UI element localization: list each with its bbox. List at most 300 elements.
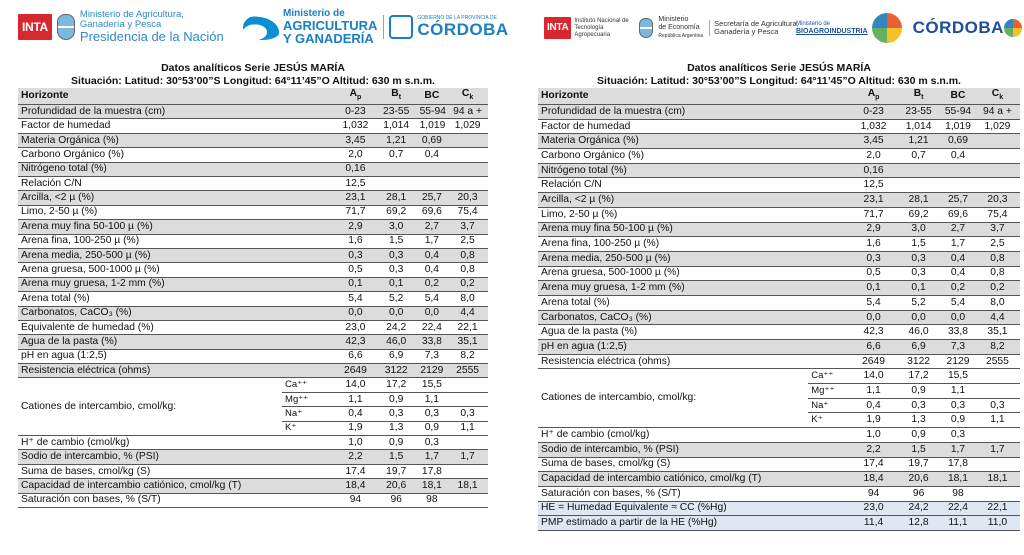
row-value: 2,5	[447, 234, 488, 248]
row-label: Limo, 2-50 µ (%)	[538, 207, 851, 222]
table-row	[18, 220, 488, 234]
table-row	[18, 306, 488, 320]
table-row	[18, 450, 488, 464]
row-label: Sodio de intercambio, % (PSI)	[538, 442, 851, 457]
row-value: 6,9	[376, 349, 417, 363]
table-row	[538, 472, 1020, 487]
row-value: 5,4	[335, 292, 376, 306]
row-value: 0,8	[447, 263, 488, 277]
table-row	[538, 428, 1020, 443]
row-label: Carbonatos, CaCO₃ (%)	[18, 306, 335, 320]
table-row	[18, 234, 488, 248]
cordoba-logo: GOBIERNO DE LA PROVINCIA DE CÓRDOBA	[383, 15, 508, 39]
row-value: 3,0	[896, 222, 941, 237]
row-label: Profundidad de la muestra (cm)	[538, 105, 851, 120]
row-value: 22,1	[447, 320, 488, 334]
row-value: 5,4	[417, 292, 448, 306]
row-value	[447, 464, 488, 478]
column-header: $A_p$	[335, 88, 376, 105]
table-row	[538, 163, 1020, 178]
row-value	[896, 163, 941, 178]
row-value: 0,4	[941, 266, 975, 281]
row-value: 0,8	[975, 251, 1020, 266]
row-value	[975, 369, 1020, 384]
row-value: 0,3	[896, 266, 941, 281]
row-value: 0,3	[447, 407, 488, 421]
row-label: H⁺ de cambio (cmol/kg)	[538, 428, 851, 443]
row-label: Limo, 2-50 µ (%)	[18, 205, 335, 219]
table-row	[538, 266, 1020, 281]
row-value	[941, 163, 975, 178]
row-label: Saturación con bases, % (S/T)	[538, 486, 851, 501]
row-value: 0,1	[335, 277, 376, 291]
table-row	[18, 248, 488, 262]
table-row	[18, 119, 488, 133]
row-value	[447, 177, 488, 191]
row-value: 2555	[447, 364, 488, 378]
cation-row	[538, 369, 1020, 384]
row-value: 0,5	[851, 266, 896, 281]
row-value	[941, 178, 975, 193]
row-value: 75,4	[447, 205, 488, 219]
row-value: 0,9	[417, 421, 448, 435]
row-label: Factor de humedad	[538, 119, 851, 134]
column-header: $A_p$	[851, 88, 896, 105]
row-value: 1,7	[417, 234, 448, 248]
row-value: 0,4	[851, 398, 896, 413]
row-value: 0,2	[447, 277, 488, 291]
row-value: 28,1	[896, 193, 941, 208]
row-value: 3,7	[975, 222, 1020, 237]
table-row	[538, 325, 1020, 340]
row-value: 1,6	[335, 234, 376, 248]
row-label: Resistencia eléctrica (ohms)	[18, 364, 335, 378]
cordoba-logo: CÓRDOBA	[912, 18, 1004, 37]
row-value: 2,9	[851, 222, 896, 237]
economy-ministry-logo: Ministerio de Economía República Argentina	[658, 16, 704, 39]
row-value: 1,9	[851, 413, 896, 428]
row-label: Capacidad de intercambio catiónico, cmol/kg (T)	[18, 479, 335, 493]
table-row	[538, 251, 1020, 266]
inta-logo: INTA	[544, 17, 571, 39]
table-row	[538, 105, 1020, 120]
table-row	[18, 320, 488, 334]
row-value: 1,7	[975, 442, 1020, 457]
row-value: 18,1	[447, 479, 488, 493]
row-value: 1,3	[376, 421, 417, 435]
row-value	[975, 149, 1020, 164]
column-header: BC	[417, 88, 448, 105]
row-value: 0,0	[941, 310, 975, 325]
row-value: 19,7	[376, 464, 417, 478]
argentina-shield-icon	[57, 14, 75, 40]
row-value	[975, 134, 1020, 149]
row-label: Profundidad de la muestra (cm)	[18, 105, 335, 119]
row-value: 7,3	[941, 340, 975, 355]
row-value: 8,0	[447, 292, 488, 306]
row-value: 1,5	[896, 442, 941, 457]
row-label: Arena gruesa, 500-1000 µ (%)	[18, 263, 335, 277]
row-value: 35,1	[975, 325, 1020, 340]
row-value: 0,0	[376, 306, 417, 320]
row-label: Nitrógeno total (%)	[538, 163, 851, 178]
row-value: 0,1	[376, 277, 417, 291]
table-row	[18, 464, 488, 478]
row-value: 25,7	[941, 193, 975, 208]
row-label: Materia Orgánica (%)	[18, 133, 335, 147]
row-value: 0,7	[376, 148, 417, 162]
row-label: Arena total (%)	[538, 295, 851, 310]
row-value: 1,7	[417, 450, 448, 464]
row-label: Arena fina, 100-250 µ (%)	[18, 234, 335, 248]
row-value: 0,4	[417, 263, 448, 277]
row-value: 1,7	[941, 442, 975, 457]
row-label: Carbono Orgánico (%)	[538, 149, 851, 164]
row-value: 55-94	[417, 105, 448, 119]
row-label: Arcilla, <2 µ (%)	[538, 193, 851, 208]
row-value: 1,1	[417, 392, 448, 406]
row-label: Arena gruesa, 500-1000 µ (%)	[538, 266, 851, 281]
row-value: 25,7	[417, 191, 448, 205]
cordoba-color-icon	[1004, 19, 1022, 37]
table-row	[538, 310, 1020, 325]
row-value: 0,4	[335, 407, 376, 421]
row-label: Arena media, 250-500 µ (%)	[538, 251, 851, 266]
row-value: 1,6	[851, 237, 896, 252]
row-value: 8,2	[975, 340, 1020, 355]
row-value: 11,1	[941, 516, 975, 531]
row-value	[447, 436, 488, 450]
row-value: 17,2	[376, 378, 417, 392]
row-value: 96	[376, 493, 417, 507]
row-value: 12,5	[335, 177, 376, 191]
row-value	[896, 178, 941, 193]
doc-subtitle: Situación: Latitud: 30°53’00”S Longitud: 64°11’45”O Altitud: 630 m s.n.m.	[597, 75, 961, 87]
row-value: 1,9	[335, 421, 376, 435]
row-value: 2,2	[335, 450, 376, 464]
row-value: 0,3	[376, 248, 417, 262]
ion-label: Na⁺	[808, 398, 851, 413]
table-row	[18, 162, 488, 176]
row-value: 7,3	[417, 349, 448, 363]
row-value: 0,3	[851, 251, 896, 266]
row-value: 6,6	[335, 349, 376, 363]
row-value: 1,019	[941, 119, 975, 134]
row-value: 0,7	[896, 149, 941, 164]
argentina-shield-icon	[639, 18, 653, 38]
row-value: 0,2	[417, 277, 448, 291]
doc-subtitle: Situación: Latitud: 30°53’00”S Longitud: 64°11’45”O Altitud: 630 m s.n.m.	[71, 75, 435, 87]
row-value: 94 a +	[447, 105, 488, 119]
row-value: 0,8	[975, 266, 1020, 281]
row-value: 24,2	[896, 501, 941, 516]
row-value: 0,16	[851, 163, 896, 178]
row-value	[447, 148, 488, 162]
row-value: 5,2	[376, 292, 417, 306]
row-value: 1,029	[447, 119, 488, 133]
row-value: 0,1	[851, 281, 896, 296]
row-value: 15,5	[941, 369, 975, 384]
table-row	[18, 335, 488, 349]
row-label: Arena muy gruesa, 1-2 mm (%)	[18, 277, 335, 291]
row-label: Arena muy fina 50-100 µ (%)	[538, 222, 851, 237]
row-value: 98	[417, 493, 448, 507]
row-value: 2649	[851, 354, 896, 369]
row-value: 2,5	[975, 237, 1020, 252]
row-value: 0-23	[335, 105, 376, 119]
row-value: 17,4	[851, 457, 896, 472]
row-value	[975, 457, 1020, 472]
row-value: 4,4	[975, 310, 1020, 325]
row-value: 2129	[417, 364, 448, 378]
doc-title: Datos analíticos Serie JESÚS MARÍA	[161, 62, 345, 74]
row-value: 1,1	[941, 384, 975, 399]
row-value: 0,3	[941, 398, 975, 413]
column-header: Horizonte	[538, 88, 851, 105]
column-header: $B_t$	[376, 88, 417, 105]
row-value: 18,1	[941, 472, 975, 487]
soil-analysis-table	[538, 88, 1020, 531]
row-label: Capacidad de intercambio catiónico, cmol/kg (T)	[538, 472, 851, 487]
table-row	[538, 457, 1020, 472]
row-value: 0,4	[941, 149, 975, 164]
row-label: Suma de bases, cmol/kg (S)	[18, 464, 335, 478]
row-value: 17,2	[896, 369, 941, 384]
row-value: 0,3	[376, 407, 417, 421]
row-value: 2,0	[335, 148, 376, 162]
row-value: 0,0	[335, 306, 376, 320]
ministry-logo: Ministerio de Agricultura, Ganadería y Pesca Presidencia de la Nación	[79, 9, 224, 44]
row-value: 0,3	[417, 407, 448, 421]
row-label: Carbono Orgánico (%)	[18, 148, 335, 162]
cation-row	[18, 378, 488, 392]
row-value: 23,1	[335, 191, 376, 205]
table-row	[538, 193, 1020, 208]
ion-label: Mg⁺⁺	[282, 392, 335, 406]
row-value: 3122	[376, 364, 417, 378]
row-value: 2555	[975, 354, 1020, 369]
row-value: 0,69	[417, 133, 448, 147]
row-value: 0,0	[417, 306, 448, 320]
table-row	[18, 263, 488, 277]
row-value: 6,6	[851, 340, 896, 355]
table-row	[538, 134, 1020, 149]
table-header-row	[538, 88, 1020, 105]
row-value: 3,45	[335, 133, 376, 147]
wave-icon	[243, 14, 283, 40]
table-row	[538, 501, 1020, 516]
table-row	[538, 295, 1020, 310]
row-value: 0,2	[975, 281, 1020, 296]
row-value: 5,4	[851, 295, 896, 310]
row-value	[447, 162, 488, 176]
row-value: 3,0	[376, 220, 417, 234]
row-value: 1,0	[851, 428, 896, 443]
row-value: 46,0	[376, 335, 417, 349]
row-value	[975, 178, 1020, 193]
row-label: Carbonatos, CaCO₃ (%)	[538, 310, 851, 325]
row-value: 20,6	[896, 472, 941, 487]
row-value: 0,8	[447, 248, 488, 262]
row-value: 1,5	[376, 234, 417, 248]
row-value: 14,0	[335, 378, 376, 392]
table-row	[18, 364, 488, 378]
row-label: Resistencia eléctrica (ohms)	[538, 354, 851, 369]
row-value: 20,3	[447, 191, 488, 205]
cations-label: Cationes de intercambio, cmol/kg:	[538, 369, 808, 428]
row-value: 0,3	[896, 251, 941, 266]
row-label: Equivalente de humedad (%)	[18, 320, 335, 334]
row-value: 19,7	[896, 457, 941, 472]
table-row	[18, 191, 488, 205]
row-value: 1,1	[335, 392, 376, 406]
column-header: $C_k$	[447, 88, 488, 105]
row-value: 1,7	[447, 450, 488, 464]
row-value	[447, 392, 488, 406]
row-value: 12,8	[896, 516, 941, 531]
row-value: 0,1	[896, 281, 941, 296]
row-value: 1,21	[376, 133, 417, 147]
column-header: $C_k$	[975, 88, 1020, 105]
row-value: 12,5	[851, 178, 896, 193]
row-value: 42,3	[851, 325, 896, 340]
row-value: 96	[896, 486, 941, 501]
row-value: 3,45	[851, 134, 896, 149]
row-value: 33,8	[941, 325, 975, 340]
row-value: 5,2	[896, 295, 941, 310]
column-header: $B_t$	[896, 88, 941, 105]
table-row	[538, 207, 1020, 222]
left-logo-header	[18, 0, 509, 62]
row-value: 75,4	[975, 207, 1020, 222]
ion-label: K⁺	[282, 421, 335, 435]
row-label: Arena muy gruesa, 1-2 mm (%)	[538, 281, 851, 296]
table-header-row	[18, 88, 488, 105]
right-document	[538, 0, 1020, 531]
row-value: 71,7	[851, 207, 896, 222]
agricultura-logo: Ministerio de AGRICULTURA Y GANADERÍA	[243, 8, 377, 45]
row-label: HE = Humedad Equivalente ≈ CC (%Hg)	[538, 501, 851, 516]
row-label: Materia Orgánica (%)	[538, 134, 851, 149]
row-value: 46,0	[896, 325, 941, 340]
row-label: Agua de la pasta (%)	[538, 325, 851, 340]
row-value: 1,029	[975, 119, 1020, 134]
row-value: 0,9	[896, 384, 941, 399]
row-value: 0,0	[896, 310, 941, 325]
row-value: 18,4	[851, 472, 896, 487]
row-value: 14,0	[851, 369, 896, 384]
row-value: 3122	[896, 354, 941, 369]
inta-logo: INTA	[18, 14, 52, 40]
row-value: 1,014	[376, 119, 417, 133]
table-row	[18, 133, 488, 147]
table-row	[18, 349, 488, 363]
row-value	[417, 177, 448, 191]
row-value: 42,3	[335, 335, 376, 349]
row-value: 0,3	[896, 398, 941, 413]
table-row	[18, 148, 488, 162]
table-row	[18, 205, 488, 219]
row-value: 0,5	[335, 263, 376, 277]
row-value	[447, 133, 488, 147]
row-label: Arena total (%)	[18, 292, 335, 306]
table-row	[538, 486, 1020, 501]
row-value: 20,6	[376, 479, 417, 493]
row-value: 0,2	[941, 281, 975, 296]
table-row	[18, 493, 488, 507]
table-row	[538, 119, 1020, 134]
row-value: 1,7	[941, 237, 975, 252]
row-value: 33,8	[417, 335, 448, 349]
row-value: 2,0	[851, 149, 896, 164]
table-row	[18, 177, 488, 191]
row-value: 35,1	[447, 335, 488, 349]
row-value: 22,4	[941, 501, 975, 516]
row-value: 1,5	[376, 450, 417, 464]
table-row	[18, 277, 488, 291]
row-value: 1,5	[896, 237, 941, 252]
row-value: 0,9	[896, 428, 941, 443]
row-value: 0,69	[941, 134, 975, 149]
row-value: 28,1	[376, 191, 417, 205]
row-label: pH en agua (1:2,5)	[18, 349, 335, 363]
row-value: 1,1	[975, 413, 1020, 428]
row-value	[376, 177, 417, 191]
secretaria-logo: Secretaría de Agricultura, Ganadería y Pesca	[709, 20, 799, 36]
table-row	[538, 340, 1020, 355]
row-label: Nitrógeno total (%)	[18, 162, 335, 176]
table-row	[18, 292, 488, 306]
row-value: 1,1	[851, 384, 896, 399]
row-value: 23-55	[896, 105, 941, 120]
row-label: pH en agua (1:2,5)	[538, 340, 851, 355]
cations-label: Cationes de intercambio, cmol/kg:	[18, 378, 282, 436]
row-label: PMP estimado a partir de la HE (%Hg)	[538, 516, 851, 531]
row-value: 0,4	[417, 148, 448, 162]
row-value: 11,0	[975, 516, 1020, 531]
row-value: 71,7	[335, 205, 376, 219]
row-value: 0,9	[376, 436, 417, 450]
row-value	[376, 162, 417, 176]
table-row	[538, 281, 1020, 296]
column-header: Horizonte	[18, 88, 335, 105]
row-value	[975, 163, 1020, 178]
row-value: 15,5	[417, 378, 448, 392]
row-label: H⁺ de cambio (cmol/kg)	[18, 436, 335, 450]
row-value: 94	[851, 486, 896, 501]
row-label: Relación C/N	[538, 178, 851, 193]
row-value: 1,3	[896, 413, 941, 428]
row-value: 0,0	[851, 310, 896, 325]
row-value	[417, 162, 448, 176]
row-value: 1,1	[447, 421, 488, 435]
ion-label: Na⁺	[282, 407, 335, 421]
row-value: 6,9	[896, 340, 941, 355]
table-row	[538, 237, 1020, 252]
row-value: 94	[335, 493, 376, 507]
row-label: Agua de la pasta (%)	[18, 335, 335, 349]
table-row	[538, 149, 1020, 164]
soil-analysis-table	[18, 88, 488, 508]
row-value: 17,8	[941, 457, 975, 472]
row-value: 69,2	[896, 207, 941, 222]
left-document	[18, 0, 509, 508]
row-value: 18,1	[417, 479, 448, 493]
row-value: 2129	[941, 354, 975, 369]
row-label: Arcilla, <2 µ (%)	[18, 191, 335, 205]
row-value	[447, 493, 488, 507]
row-value	[975, 428, 1020, 443]
